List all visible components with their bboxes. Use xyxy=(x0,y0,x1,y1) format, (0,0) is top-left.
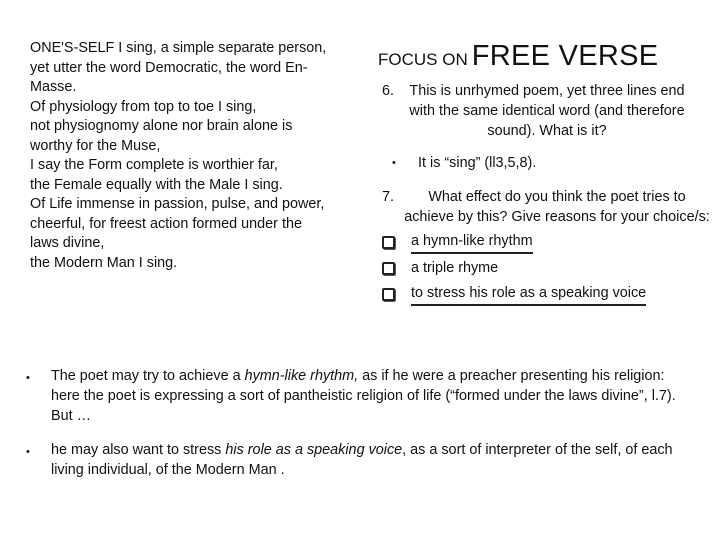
note-text-pre: he may also want to stress xyxy=(51,442,226,458)
question-text: What effect do you think the poet tries to achieve by this? Give reasons for your choice/s: xyxy=(404,189,710,225)
poem-text xyxy=(30,39,370,273)
answer-text: It is “sing” (ll3,5,8). xyxy=(418,155,537,171)
option-label: a triple rhyme xyxy=(411,260,499,276)
heading-big: FREE VERSE xyxy=(471,40,659,72)
heading-small: FOCUS ON xyxy=(378,50,468,69)
note-text-post: as if he were a preacher presenting his religion: here the poet is expressing a sort of pantheistic religion of life (“formed under the laws divine”, l.7). But … xyxy=(51,368,676,424)
poem-line: worthy for the Muse, xyxy=(30,137,161,154)
note-item xyxy=(26,366,696,426)
checkbox-icon[interactable] xyxy=(382,262,395,275)
bullet-icon: • xyxy=(392,157,396,169)
poem-line: laws divine, xyxy=(30,235,105,251)
note-emphasis: his role as a speaking voice xyxy=(225,442,403,458)
question-number: 7. xyxy=(381,189,394,205)
bullet-icon: • xyxy=(26,372,30,384)
note-text-pre: The poet may try to achieve a xyxy=(51,368,245,384)
poem-line: yet utter the word Democratic, the word En- xyxy=(30,59,308,76)
question-7 xyxy=(372,187,712,227)
poem-line: the Female equally with the Male I sing. xyxy=(30,176,283,193)
bullet-icon: • xyxy=(26,446,30,458)
note-text xyxy=(51,366,696,426)
option-item[interactable] xyxy=(382,255,712,281)
poem-line: Masse. xyxy=(30,79,77,95)
option-item[interactable] xyxy=(382,281,712,307)
question-text: This is unrhymed poem, yet three lines end with the same identical word (and therefore sound). What is it? xyxy=(409,83,685,139)
answer-bullet xyxy=(392,153,712,173)
checkbox-icon[interactable] xyxy=(382,236,395,249)
poem-line: I say the Form complete is worthier far, xyxy=(30,157,278,173)
checkbox-icon[interactable] xyxy=(382,288,395,301)
option-label: to stress his role as a speaking voice xyxy=(411,283,646,306)
poem-line: cheerful, for freest action formed under the xyxy=(30,215,302,232)
section-heading xyxy=(378,40,712,72)
note-text-post: , as a sort of interpreter of the self, of each living individual, of the Modern Man . xyxy=(51,442,673,478)
note-text xyxy=(51,440,696,480)
poem-line: ONE'S-SELF I sing, a simple separate person, xyxy=(30,40,327,56)
poem-line: not physiognomy alone nor brain alone is xyxy=(30,118,293,134)
question-6 xyxy=(372,81,712,141)
explanation-notes xyxy=(26,366,696,494)
option-item[interactable] xyxy=(382,229,712,255)
question-number: 6. xyxy=(381,83,394,99)
question-panel xyxy=(372,40,712,307)
option-list xyxy=(382,229,712,307)
note-emphasis: hymn-like rhythm, xyxy=(244,368,359,384)
note-item xyxy=(26,440,696,480)
poem-line: the Modern Man I sing. xyxy=(30,254,178,271)
poem-line: Of Life immense in passion, pulse, and power, xyxy=(30,196,325,212)
poem-line: Of physiology from top to toe I sing, xyxy=(30,98,257,115)
option-label: a hymn-like rhythm xyxy=(411,231,533,254)
